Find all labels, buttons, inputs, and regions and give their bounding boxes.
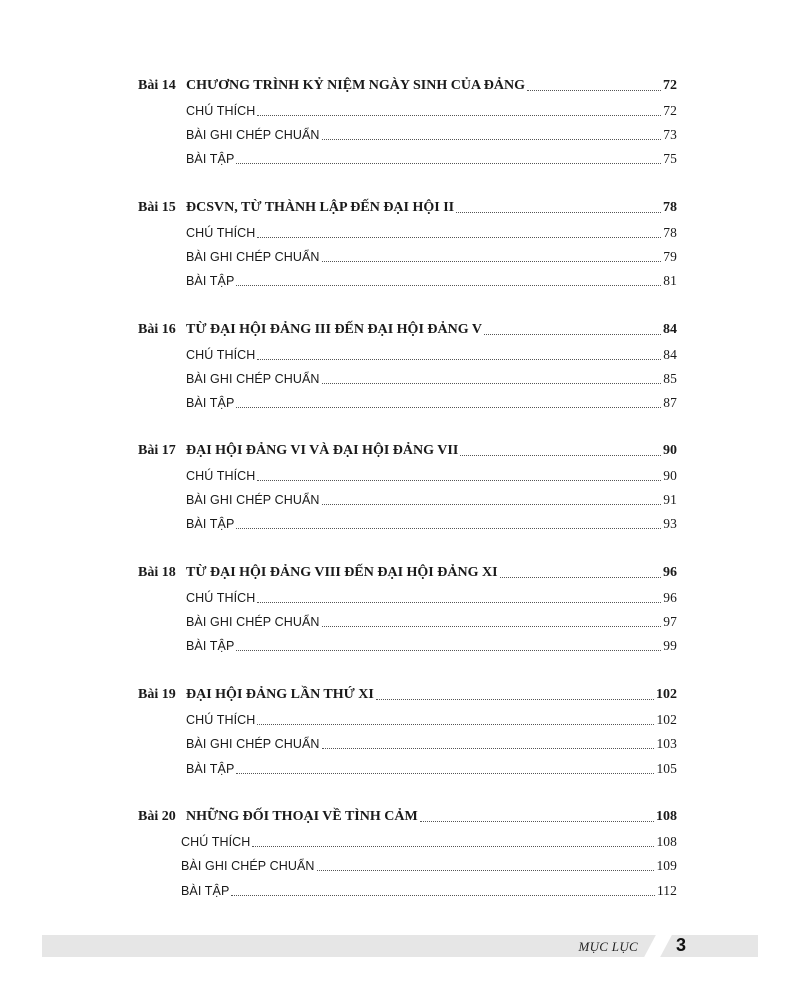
dot-leader bbox=[252, 846, 654, 847]
lesson-title: NHỮNG ĐỐI THOẠI VỀ TÌNH CẢM bbox=[186, 809, 418, 824]
dot-leader bbox=[322, 748, 655, 749]
lesson-number: Bài 16 bbox=[138, 322, 176, 337]
lesson-heading bbox=[138, 563, 677, 583]
dot-leader bbox=[322, 139, 662, 140]
sub-entry-label: BÀI GHI CHÉP CHUẨN bbox=[186, 737, 320, 751]
dot-leader bbox=[236, 773, 654, 774]
page-number: 108 bbox=[656, 809, 677, 824]
sub-entry bbox=[181, 881, 677, 901]
lesson-number: Bài 19 bbox=[138, 687, 176, 702]
page-number: 109 bbox=[656, 858, 677, 873]
dot-leader bbox=[257, 237, 661, 238]
page-number: 97 bbox=[663, 614, 677, 629]
sub-entry bbox=[186, 490, 677, 510]
lesson-heading bbox=[138, 320, 677, 340]
dot-leader bbox=[527, 90, 661, 91]
sub-entry-label: BÀI TẬP bbox=[186, 517, 235, 531]
lesson-heading bbox=[138, 441, 677, 461]
lesson-number: Bài 15 bbox=[138, 200, 176, 215]
lesson-number: Bài 18 bbox=[138, 565, 176, 580]
page-number: 105 bbox=[656, 761, 677, 776]
dot-leader bbox=[322, 626, 662, 627]
page-number: 102 bbox=[656, 712, 677, 727]
sub-entry bbox=[186, 514, 677, 534]
page-number: 96 bbox=[663, 590, 677, 605]
lesson-number: Bài 20 bbox=[138, 809, 176, 824]
dot-leader bbox=[456, 212, 661, 213]
dot-leader bbox=[236, 650, 661, 651]
page-number: 87 bbox=[663, 395, 677, 410]
sub-entry bbox=[186, 125, 677, 145]
sub-entry bbox=[186, 345, 677, 365]
sub-entry-label: BÀI TẬP bbox=[186, 274, 235, 288]
dot-leader bbox=[317, 870, 655, 871]
sub-entry bbox=[186, 369, 677, 389]
page-number: 99 bbox=[663, 638, 677, 653]
page-number: 84 bbox=[663, 322, 677, 337]
lesson-title: TỪ ĐẠI HỘI ĐẢNG III ĐẾN ĐẠI HỘI ĐẢNG V bbox=[186, 322, 482, 337]
page-number: 78 bbox=[663, 200, 677, 215]
page-number: 85 bbox=[663, 371, 677, 386]
dot-leader bbox=[322, 383, 662, 384]
sub-entry-label: BÀI TẬP bbox=[181, 884, 230, 898]
sub-entry bbox=[186, 149, 677, 169]
sub-entry bbox=[186, 759, 677, 779]
lesson-number: Bài 17 bbox=[138, 443, 176, 458]
sub-entry-label: BÀI GHI CHÉP CHUẨN bbox=[186, 615, 320, 629]
lesson-title: ĐẠI HỘI ĐẢNG VI VÀ ĐẠI HỘI ĐẢNG VII bbox=[186, 443, 459, 458]
lesson-title: ĐẠI HỘI ĐẢNG LẦN THỨ XI bbox=[186, 687, 374, 702]
dot-leader bbox=[376, 699, 654, 700]
dot-leader bbox=[322, 504, 662, 505]
sub-entry-label: CHÚ THÍCH bbox=[186, 713, 256, 727]
page-number: 108 bbox=[656, 834, 677, 849]
dot-leader bbox=[257, 115, 661, 116]
sub-entry bbox=[186, 247, 677, 267]
footer-page-number: 3 bbox=[675, 935, 686, 955]
sub-entry bbox=[186, 734, 677, 754]
sub-entry-label: BÀI TẬP bbox=[186, 396, 235, 410]
dot-leader bbox=[484, 334, 661, 335]
lesson-title: TỪ ĐẠI HỘI ĐẢNG VIII ĐẾN ĐẠI HỘI ĐẢNG XI bbox=[186, 565, 498, 580]
sub-entry bbox=[186, 466, 677, 486]
sub-entry bbox=[186, 101, 677, 121]
sub-entry-label: BÀI TẬP bbox=[186, 762, 235, 776]
sub-entry bbox=[186, 636, 677, 656]
sub-entry bbox=[186, 271, 677, 291]
sub-entry-label: BÀI GHI CHÉP CHUẨN bbox=[186, 128, 320, 142]
sub-entry bbox=[186, 612, 677, 632]
sub-entry-label: BÀI TẬP bbox=[186, 639, 235, 653]
sub-entry bbox=[186, 710, 677, 730]
sub-entry-label: BÀI GHI CHÉP CHUẨN bbox=[186, 372, 320, 386]
page-number: 78 bbox=[663, 225, 677, 240]
page-number: 102 bbox=[656, 687, 677, 702]
page-number: 90 bbox=[663, 468, 677, 483]
sub-entry-label: BÀI GHI CHÉP CHUẨN bbox=[186, 493, 320, 507]
page-number: 72 bbox=[663, 103, 677, 118]
dot-leader bbox=[231, 895, 655, 896]
page-number: 84 bbox=[663, 347, 677, 362]
lesson-heading bbox=[138, 807, 677, 827]
dot-leader bbox=[322, 261, 662, 262]
page-number: 73 bbox=[663, 127, 677, 142]
footer-title: MỤC LỤC bbox=[578, 939, 638, 954]
sub-entry bbox=[186, 588, 677, 608]
lesson-title: CHƯƠNG TRÌNH KỶ NIỆM NGÀY SINH CỦA ĐẢNG bbox=[186, 78, 526, 93]
page-number: 96 bbox=[663, 565, 677, 580]
page-number: 90 bbox=[663, 443, 677, 458]
sub-entry-label: CHÚ THÍCH bbox=[186, 591, 256, 605]
page-footer bbox=[42, 935, 758, 957]
page-number: 103 bbox=[656, 736, 677, 751]
footer-tab bbox=[658, 935, 758, 957]
dot-leader bbox=[236, 163, 661, 164]
sub-entry bbox=[181, 856, 677, 876]
dot-leader bbox=[500, 577, 661, 578]
page-number: 81 bbox=[663, 273, 677, 288]
sub-entry-label: BÀI GHI CHÉP CHUẨN bbox=[186, 250, 320, 264]
sub-entry-label: BÀI TẬP bbox=[186, 152, 235, 166]
dot-leader bbox=[420, 821, 654, 822]
sub-entry-label: CHÚ THÍCH bbox=[186, 348, 256, 362]
dot-leader bbox=[257, 359, 661, 360]
lesson-heading bbox=[138, 76, 677, 96]
sub-entry-label: BÀI GHI CHÉP CHUẨN bbox=[181, 859, 315, 873]
sub-entry bbox=[186, 223, 677, 243]
sub-entry-label: CHÚ THÍCH bbox=[186, 469, 256, 483]
sub-entry-label: CHÚ THÍCH bbox=[186, 104, 256, 118]
dot-leader bbox=[257, 602, 661, 603]
lesson-heading bbox=[138, 685, 677, 705]
dot-leader bbox=[257, 724, 654, 725]
page-number: 93 bbox=[663, 516, 677, 531]
page-number: 75 bbox=[663, 151, 677, 166]
sub-entry bbox=[181, 832, 677, 852]
dot-leader bbox=[460, 455, 661, 456]
sub-entry-label: CHÚ THÍCH bbox=[181, 835, 251, 849]
page-number: 112 bbox=[656, 883, 677, 898]
dot-leader bbox=[236, 528, 661, 529]
page-number: 79 bbox=[663, 249, 677, 264]
sub-entry bbox=[186, 393, 677, 413]
lesson-heading bbox=[138, 198, 677, 218]
page-number: 72 bbox=[663, 78, 677, 93]
page-number: 91 bbox=[663, 492, 677, 507]
sub-entry-label: CHÚ THÍCH bbox=[186, 226, 256, 240]
dot-leader bbox=[236, 407, 661, 408]
lesson-number: Bài 14 bbox=[138, 78, 176, 93]
dot-leader bbox=[236, 285, 661, 286]
dot-leader bbox=[257, 480, 661, 481]
lesson-title: ĐCSVN, TỪ THÀNH LẬP ĐẾN ĐẠI HỘI II bbox=[186, 200, 455, 215]
